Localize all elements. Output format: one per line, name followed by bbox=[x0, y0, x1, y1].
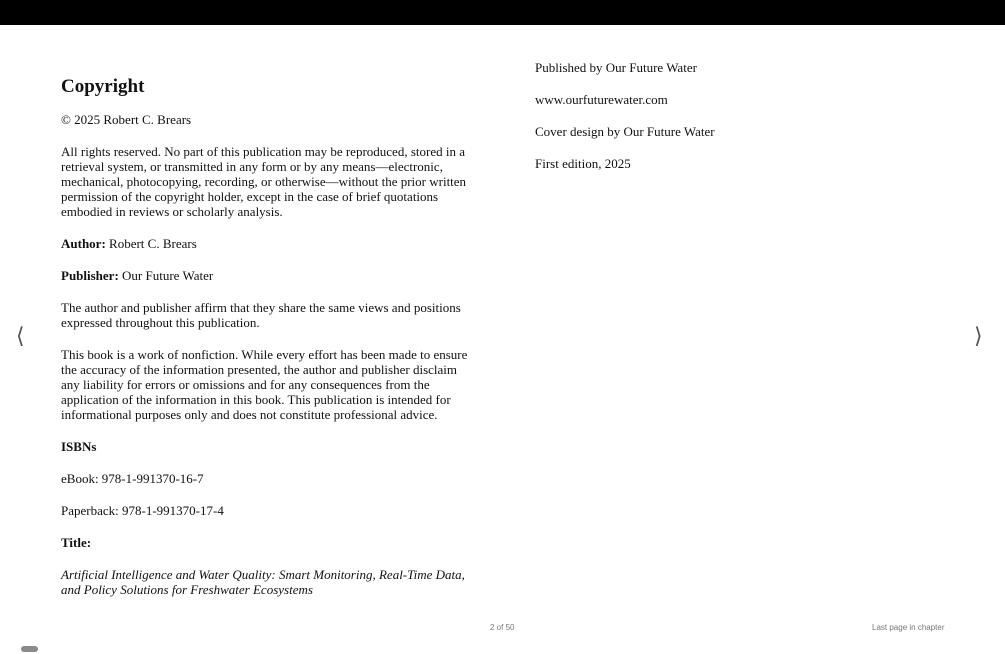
website-link: www.ourfuturewater.com bbox=[535, 92, 668, 107]
cover-design: Cover design by Our Future Water bbox=[535, 124, 715, 139]
title-label: Title: bbox=[61, 534, 92, 550]
chapter-status: Last page in chapter bbox=[872, 623, 945, 632]
rights-paragraph: All rights reserved. No part of this publication may be reproduced, stored in a retrieval system, or transmitted in any form or by any means—electronic, mechanical, photocopying, recording, or otherwise—without the prior written permission of the copyright holder, except in the case of brief quotations embodied in reviews or scholarly analysis. bbox=[61, 143, 467, 219]
publisher-value: Our Future Water bbox=[122, 267, 214, 283]
paperback-isbn: Paperback: 978-1-991370-17-4 bbox=[61, 502, 224, 518]
views-paragraph: The author and publisher affirm that they share the same views and positions expressed throughout this publication. bbox=[61, 299, 461, 330]
next-page-arrow-icon[interactable]: ⟩ bbox=[974, 324, 983, 349]
ebook-isbn: eBook: 978-1-991370-16-7 bbox=[61, 470, 204, 486]
published-by: Published by Our Future Water bbox=[535, 60, 697, 75]
publisher-label: Publisher: bbox=[61, 267, 119, 283]
author-label: Author: bbox=[61, 235, 106, 251]
page-scrubber-handle[interactable] bbox=[21, 646, 38, 652]
previous-page-arrow-icon[interactable]: ⟨ bbox=[16, 324, 25, 349]
author-line bbox=[61, 236, 473, 251]
right-page-column bbox=[535, 60, 935, 188]
author-value: Robert C. Brears bbox=[109, 235, 197, 251]
edition: First edition, 2025 bbox=[535, 156, 631, 171]
left-page-column bbox=[61, 62, 473, 614]
isbns-heading: ISBNs bbox=[61, 438, 97, 454]
disclaimer-paragraph: This book is a work of nonfiction. While every effort has been made to ensure the accuracy of the information presented, the author and publisher disclaim any liability for errors or omissions and for any consequences from the application of the information in this book. This publication is intended for informational purposes only and does not constitute professional advice. bbox=[61, 346, 468, 422]
page-indicator: 2 of 50 bbox=[490, 623, 515, 632]
copyright-line: © 2025 Robert C. Brears bbox=[61, 111, 192, 127]
page-heading: Copyright bbox=[61, 76, 145, 97]
book-title: Artificial Intelligence and Water Quality: Smart Monitoring, Real-Time Data, and Policy Solutions for Freshwater Ecosystems bbox=[61, 566, 465, 597]
top-toolbar bbox=[0, 0, 1005, 25]
publisher-line bbox=[61, 268, 473, 283]
